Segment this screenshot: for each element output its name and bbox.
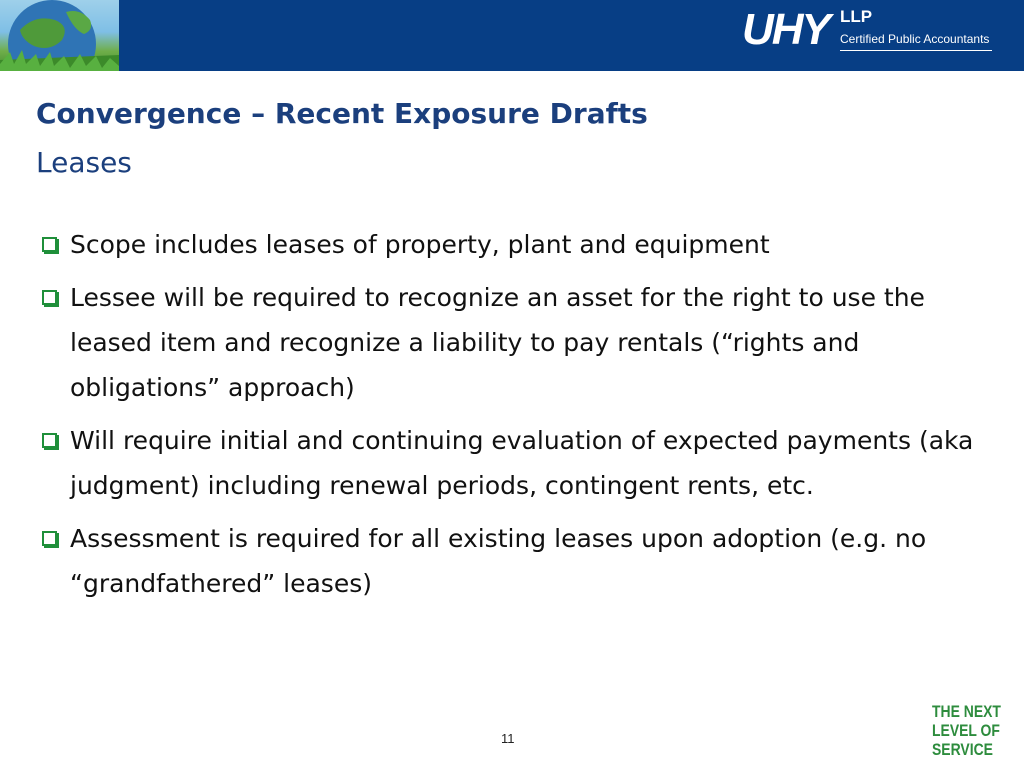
logo-divider xyxy=(840,50,992,51)
checkbox-bullet-icon xyxy=(42,290,57,305)
tagline-line: LEVEL OF xyxy=(932,721,1000,740)
bullet-item xyxy=(40,418,990,508)
logo-wordmark: UHY xyxy=(742,5,829,54)
bullet-item xyxy=(40,516,990,606)
checkbox-bullet-icon xyxy=(42,433,57,448)
bullet-item xyxy=(40,275,990,410)
bullet-text: Will require initial and continuing evaluation of expected payments (aka judgment) including renewal periods, contingent rents, etc. xyxy=(70,426,974,500)
tagline-line: THE NEXT xyxy=(932,702,1001,721)
service-tagline-logo xyxy=(932,702,1001,759)
slide-subtitle: Leases xyxy=(36,146,132,179)
uhy-logo xyxy=(742,6,1002,66)
slide-title: Convergence – Recent Exposure Drafts xyxy=(36,97,648,130)
page-number: 11 xyxy=(501,731,515,746)
bullet-text: Scope includes leases of property, plant and equipment xyxy=(70,230,770,259)
logo-llp: LLP xyxy=(840,7,873,26)
bullet-text: Lessee will be required to recognize an asset for the right to use the leased item and recognize a liability to pay rentals (“rights and obligations” approach) xyxy=(70,283,925,402)
checkbox-bullet-icon xyxy=(42,531,57,546)
tagline-line: SERVICE xyxy=(932,740,993,759)
checkbox-bullet-icon xyxy=(42,237,57,252)
bullet-item xyxy=(40,222,990,267)
globe-illustration xyxy=(0,0,119,71)
globe-image xyxy=(0,0,119,71)
bullet-list xyxy=(40,222,990,614)
logo-tagline: Certified Public Accountants xyxy=(840,32,990,46)
bullet-text: Assessment is required for all existing leases upon adoption (e.g. no “grandfathered” leases) xyxy=(70,524,927,598)
header-bar xyxy=(0,0,1024,71)
